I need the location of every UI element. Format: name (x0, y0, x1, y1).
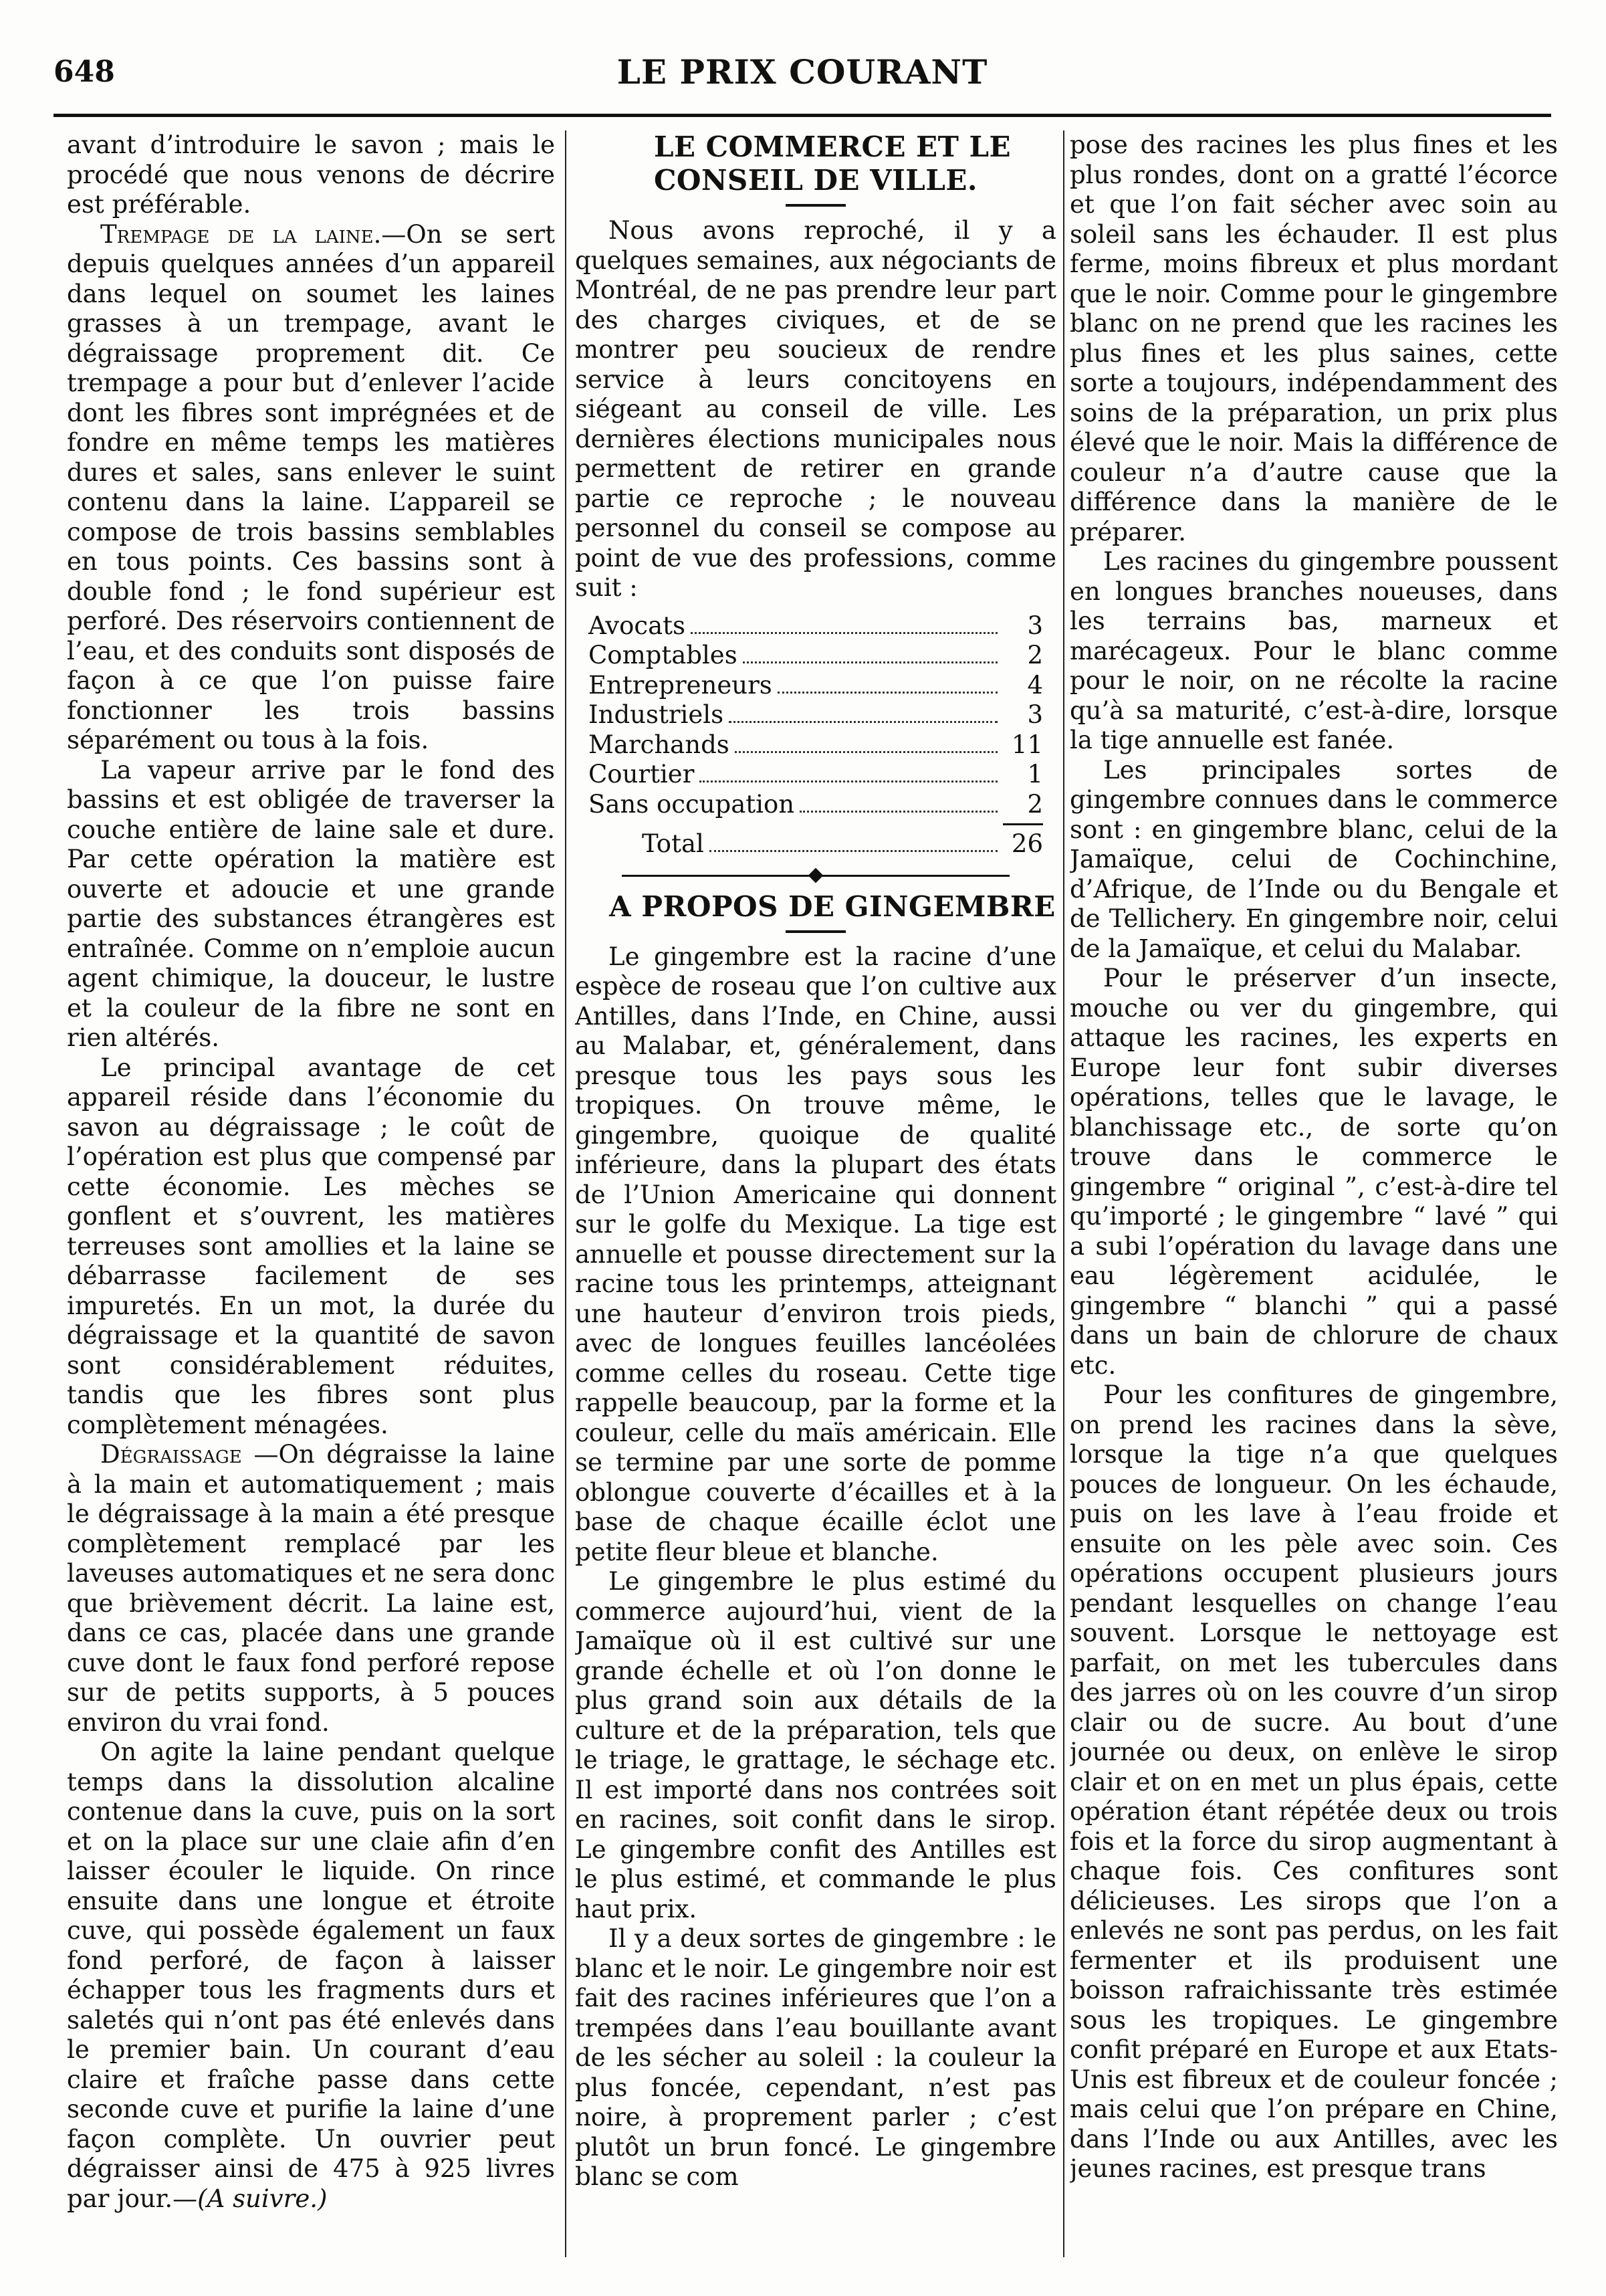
paragraph-text: —On se sert depuis quelques années d’un appareil dans lequel on soumet les laines grasses à un trempage, avant le dégraissage proprement dit. Ce trempage a pour but d’enlever l’acide dont les fibres sont imprégnées et de fondre en même temps les matières dures et sales, sans enlever le suint contenu dans la laine. L’appareil se compose de trois bassins semblables en tous points. Ces bassins sont à double fond ; le fond supérieur est perforé. Des réservoirs contiennent de l’eau, et des conduits sont disposés de façon à ce que l’on puisse faire fonctionner les trois bassins séparément ou tous à la fois. (67, 219, 555, 754)
table-row (588, 671, 1043, 701)
paragraph-text: —On dégraisse la laine à la main et automatiquement ; mais le dégraissage à la main a été presque complètement remplacé par les laveuses automatiques et ne sera donc que brièvement décrit. La laine est, dans ce cas, placée dans une grande cuve dont le faux fond perforé repose sur de petits supports, à 5 pouces environ du vrai fond. (67, 1440, 555, 1737)
total-value: 26 (1011, 829, 1043, 858)
table-row (588, 730, 1043, 760)
paragraph-trempage (67, 220, 555, 756)
table-row (588, 790, 1043, 820)
row-label: Marchands (588, 730, 729, 759)
paragraph: Le principal avantage de cet appareil réside dans l’économie du savon au dégraissage ; le coût de l’opération est plus que compensé par cette économie. Les mèches se gonflent et s’ouvrent, les matières terreuses sont amollies et la laine se débarrasse facilement de ses impuretés. En un mot, la durée du dégraissage et la quantité de savon sont considérablement réduites, tandis que les fibres sont plus complètement ménagées. (67, 1053, 555, 1439)
title-dash (786, 930, 846, 933)
to-be-continued: (A suivre.) (197, 2184, 328, 2213)
column-2 (575, 130, 1056, 2257)
row-label: Entrepreneurs (588, 670, 772, 700)
table-row (588, 760, 1043, 790)
section-head: Dégraissage (100, 1440, 242, 1469)
row-label: Comptables (588, 641, 737, 669)
sum-rule (1003, 823, 1043, 825)
column-3 (1070, 130, 1558, 2257)
professions-table (588, 611, 1043, 859)
paragraph: avant d’introduire le savon ; mais le procédé que nous venons de décrire est préférable. (67, 130, 555, 219)
row-label: Avocats (588, 611, 686, 640)
table-row (588, 641, 1043, 671)
row-value: 2 (1027, 789, 1043, 819)
table-row (588, 611, 1043, 641)
row-value: 4 (1027, 670, 1043, 700)
row-value: 3 (1027, 700, 1043, 729)
row-value: 2 (1027, 641, 1043, 669)
paragraph: Les racines du gingembre poussent en longues branches noueuses, dans les terrains bas, marneux et marécageux. Pour le blanc comme pour le noir, on ne récolte la racine qu’à sa maturité, c’est-à-dire, lorsque la tige annuelle est fanée. (1070, 547, 1558, 754)
paragraph: Les principales sortes de gingembre connues dans le commerce sont : en gingembre blanc, celui de la Jamaïque, celui de Cochinchine, d’Afrique, de l’Inde ou du Bengale et de Tellichery. En gingembre noir, celui de la Jamaïque, et celui du Malabar. (1070, 755, 1558, 963)
paragraph: Pour les confitures de gingembre, on prend les racines dans la sève, lorsque la tige n’a que quelques pouces de longueur. On les échaude, puis on les lave à l’eau froide et ensuite on les pèle avec soin. Ces opérations occupent plusieurs jours pendant lesquelles on change l’eau souvent. Lorsque le nettoyage est parfait, on met les tubercules dans des jarres où on les couvre d’un sirop clair ou de sucre. Au bout d’une journée ou deux, on enlève le sirop clair et on en met un plus épais, cette opération étant répétée deux ou trois fois et la force du sirop augmentant à chaque fois. Ces confitures sont délicieuses. Les sirops que l’on a enlevés ne sont pas perdus, on les fait fermenter et ils produisent une boisson rafraichissante très estimée sous les tropiques. Le gingembre confit préparé en Europe et aux Etats-Unis est fibreux et de couleur foncée ; mais celui que l’on prépare en Chine, dans l’Inde ou aux Antilles, avec les jeunes racines, est presque trans (1070, 1380, 1558, 2183)
total-row (588, 829, 1043, 859)
paragraph: Le gingembre le plus estimé du commerce aujourd’hui, vient de la Jamaïque où il est cultivé sur une grande échelle et où l’on donne le plus grand soin aux détails de la culture et de la préparation, tels que le triage, le grattage, le séchage etc. Il est importé dans nos contrées soit en racines, soit confit dans le sirop. Le gingembre confit des Antilles est le plus estimé, et commande le plus haut prix. (575, 1567, 1056, 1923)
article-title-commerce: LE COMMERCE ET LE CONSEIL DE VILLE. (653, 130, 1012, 197)
title-dash (786, 204, 846, 207)
header-rule (53, 114, 1551, 117)
row-label: Sans occupation (588, 789, 795, 819)
column-1 (67, 130, 555, 2257)
paragraph (67, 1738, 555, 2214)
row-value: 11 (1011, 730, 1043, 759)
row-label: Courtier (588, 760, 695, 789)
section-ornament (575, 867, 1056, 883)
paragraph: pose des racines les plus fines et les plus rondes, dont on a gratté l’écorce et que l’on fait sécher avec soin au soleil sans les échauder. Il est plus ferme, moins fibreux et plus mordant que le noir. Comme pour le gingembre blanc on ne prend que les racines les plus fines et les plus saines, cette sorte a toujours, indépendamment des soins de la préparation, un prix plus élevé que le noir. Mais la différence de couleur n’a d’autre cause que la différence dans la manière de le préparer. (1070, 130, 1558, 546)
page-number: 648 (53, 55, 115, 89)
row-value: 1 (1027, 760, 1043, 789)
paragraph: Le gingembre est la racine d’une espèce de roseau que l’on cultive aux Antilles, dans l’Inde, en Chine, aussi au Malabar, et, généralement, dans presque tous les pays sous les tropiques. On trouve même, le gingembre, quoique de qualité inférieure, dans la plupart des états de l’Union Americaine qui donnent sur le golfe du Mexique. La tige est annuelle et pousse directement sur la racine tous les printemps, atteignant une hauteur d’environ trois pieds, avec de longues feuilles lancéolées comme celles du roseau. Cette tige rappelle beaucoup, par la forme et la couleur, celle du maïs américain. Elle se termine par une sorte de pomme oblongue couverte d’écailles et à la base de chaque écaille éclot une petite fleur bleue et blanche. (575, 942, 1056, 1566)
running-title: LE PRIX COURANT (616, 52, 988, 92)
row-value: 3 (1027, 611, 1043, 640)
paragraph-degraissage (67, 1440, 555, 1738)
paragraph: La vapeur arrive par le fond des bassins et est obligée de traverser la couche entière de laine sale et dure. Par cette opération la matière est ouverte et adoucie et une grande partie des substances étrangères est entraînée. Comme on n’emploie aucun agent chimique, la douceur, le lustre et la couleur de la fibre ne sont en rien altérés. (67, 755, 555, 1052)
paragraph: Pour le préserver d’un insecte, mouche ou ver du gingembre, qui attaque les racines, les experts en Europe leur font subir diverses opérations, telles que le lavage, le blanchissage etc., de sorte qu’on trouve dans le commerce le gingembre “ original ”, c’est-à-dire tel qu’importé ; le gingembre “ lavé ” qui a subi l’opération du lavage dans une eau légèrement acidulée, le gingembre “ blanchi ” qui a passé dans un bain de chlorure de chaux etc. (1070, 964, 1558, 1380)
section-head: Trempage de la laine. (100, 219, 382, 249)
column-divider-2 (1063, 130, 1064, 2257)
article-title-gingembre: A PROPOS DE GINGEMBRE (609, 890, 1056, 923)
row-label: Industriels (588, 700, 724, 729)
table-row (588, 700, 1043, 730)
paragraph: Nous avons reproché, il y a quelques semaines, aux négociants de Montréal, de ne pas prendre leur part des charges civiques, et de se montrer peu soucieux de rendre service à leurs concitoyens en siégeant au conseil de ville. Les dernières élections municipales nous permettent de retirer en grande partie ce reproche ; le nouveau personnel du conseil se compose au point de vue des professions, comme suit : (575, 216, 1056, 602)
column-divider-1 (565, 130, 566, 2257)
total-label: Total (642, 829, 704, 858)
paragraph-text: On agite la laine pendant quelque temps dans la dissolution alcaline contenue dans la cuve, puis on la sort et on la place sur une claie afin d’en laisser écouler le liquide. On rince ensuite dans une longue et étroite cuve, qui possède également un faux fond perforé, de façon à laisser échapper tous les fragments durs et saletés qui n’ont pas été enlevés dans le premier bain. Un courant d’eau claire et fraîche passe dans cette seconde cuve et purifie la laine d’une façon complète. Un ouvrier peut dégraisser ainsi de 475 à 925 livres par jour.— (67, 1738, 555, 2213)
paragraph: Il y a deux sortes de gingembre : le blanc et le noir. Le gingembre noir est fait des racines inférieures que l’on a trempées dans l’eau bouillante avant de les sécher au soleil : la couleur la plus foncée, cependant, n’est pas noire, à proprement parler ; c’est plutôt un brun foncé. Le gingembre blanc se com (575, 1924, 1056, 2191)
page-header (53, 47, 1551, 107)
